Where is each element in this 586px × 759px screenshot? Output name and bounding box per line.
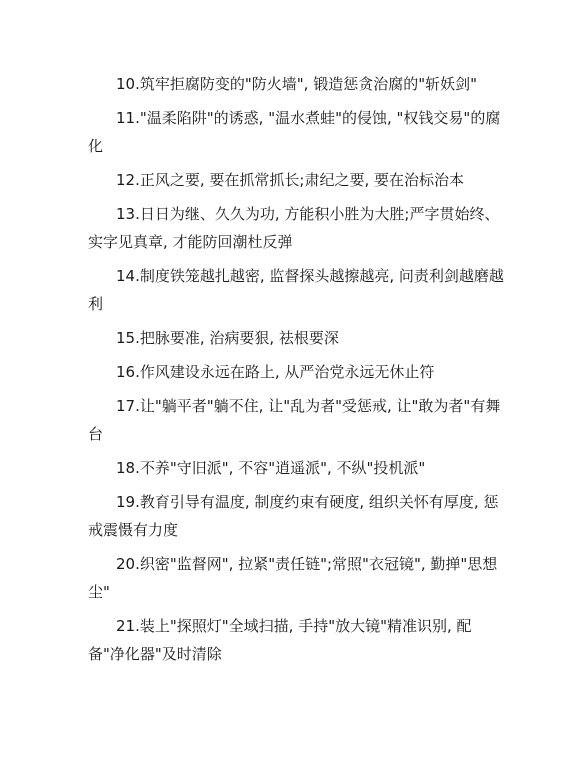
list-item-19: 19.教育引导有温度, 制度约束有硬度, 组织关怀有厚度, 惩戒震慑有力度 (88, 493, 499, 539)
list-item-21: 21.装上"探照灯"全域扫描, 手持"放大镜"精准识别, 配备"净化器"及时清除 (88, 617, 472, 663)
list-item-20: 20.织密"监督网", 拉紧"责任链";常照"衣冠镜", 勤掸"思想尘" (88, 555, 498, 601)
list-item-15: 15.把脉要准, 治病要狠, 祛根要深 (116, 329, 339, 347)
list-item-13: 13.日日为继、久久为功, 方能积小胜为大胜;严字贯始终、实字见真章, 才能防回潮杜反弹 (88, 205, 500, 251)
list-item-18: 18.不养"守旧派", 不容"逍遥派", 不纵"投机派" (116, 459, 426, 477)
document-body (88, 70, 508, 674)
list-item-14: 14.制度铁笼越扎越密, 监督探头越擦越亮, 问责利剑越磨越利 (88, 267, 504, 313)
list-item-10: 10.筑牢拒腐防变的"防火墙", 锻造惩贪治腐的"斩妖剑" (116, 75, 477, 93)
list-item-12: 12.正风之要, 要在抓常抓长;肃纪之要, 要在治标治本 (116, 171, 464, 189)
list-item-11: 11."温柔陷阱"的诱惑, "温水煮蛙"的侵蚀, "权钱交易"的腐化 (88, 109, 501, 155)
list-item-16: 16.作风建设永远在路上, 从严治党永远无休止符 (116, 363, 435, 381)
list-item-17: 17.让"躺平者"躺不住, 让"乱为者"受惩戒, 让"敢为者"有舞台 (88, 397, 501, 443)
